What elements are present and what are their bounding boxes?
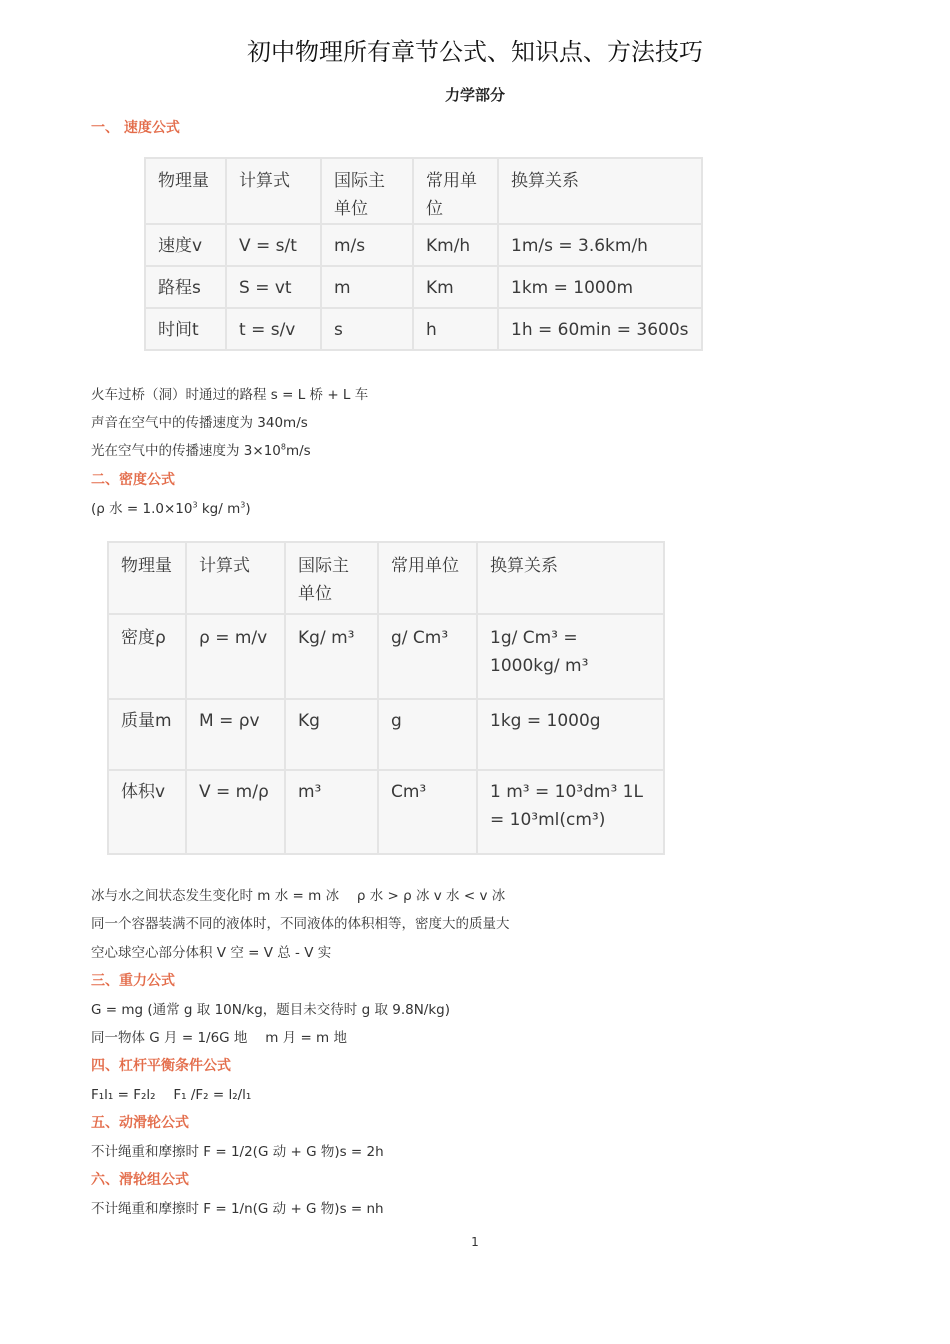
table-header-cell: 计算式	[186, 542, 285, 614]
note-same-container: 同一个容器装满不同的液体时，不同液体的体积相等，密度大的质量大	[91, 916, 510, 932]
table-cell: t = s/v	[226, 308, 321, 350]
table-row	[108, 699, 664, 770]
table-cell: g/ Cm³	[378, 614, 477, 699]
table-cell: Kg	[285, 699, 378, 770]
table-header-cell: 国际主单位	[285, 542, 378, 614]
table-cell: 1h = 60min = 3600s	[498, 308, 702, 350]
section-heading-lever: 四、杠杆平衡条件公式	[91, 1058, 231, 1074]
table-cell: 1 m³ = 10³dm³ 1L = 10³ml(cm³)	[477, 770, 664, 854]
section-heading-movable-pulley: 五、动滑轮公式	[91, 1115, 189, 1131]
table-cell: 1km = 1000m	[498, 266, 702, 308]
page-title: 初中物理所有章节公式、知识点、方法技巧	[247, 38, 703, 66]
table-header-cell: 换算关系	[498, 158, 702, 224]
table-cell: 密度ρ	[108, 614, 186, 699]
note-water-density-text: (ρ 水 = 1.0×10	[91, 501, 193, 517]
note-light-speed	[91, 439, 311, 459]
table-cell: ρ = m/v	[186, 614, 285, 699]
table-cell: Km	[413, 266, 498, 308]
table-cell: 速度v	[145, 224, 226, 266]
table-cell: 体积v	[108, 770, 186, 854]
section-heading-gravity: 三、重力公式	[91, 973, 175, 989]
page-subtitle: 力学部分	[444, 86, 505, 104]
note-water-density-unit: kg/ m	[197, 501, 241, 517]
table-header-cell: 常用单位	[378, 542, 477, 614]
note-light-speed-unit: m/s	[285, 443, 311, 459]
note-movable-pulley: 不计绳重和摩擦时 F = 1/2(G 动 + G 物)s = 2h	[91, 1144, 384, 1160]
note-moon-gravity: 同一物体 G 月 = 1/6G 地 m 月 = m 地	[91, 1030, 347, 1046]
note-sound-speed: 声音在空气中的传播速度为 340m/s	[91, 415, 308, 431]
table-cell: 质量m	[108, 699, 186, 770]
note-lever-formula: F₁l₁ = F₂l₂ F₁ /F₂ = l₂/l₁	[91, 1087, 252, 1103]
note-light-speed-text: 光在空气中的传播速度为 3×10	[91, 443, 281, 459]
table-cell: 1m/s = 3.6km/h	[498, 224, 702, 266]
table-cell: Km/h	[413, 224, 498, 266]
table-cell: V = m/ρ	[186, 770, 285, 854]
page-number: 1	[471, 1235, 479, 1249]
table-header-cell: 物理量	[108, 542, 186, 614]
table-cell: M = ρv	[186, 699, 285, 770]
superscript: 3	[240, 500, 246, 510]
table-cell: m³	[285, 770, 378, 854]
table-header-cell: 物理量	[145, 158, 226, 224]
table-cell: 1kg = 1000g	[477, 699, 664, 770]
note-water-density-close: )	[245, 501, 251, 517]
note-pulley-group: 不计绳重和摩擦时 F = 1/n(G 动 + G 物)s = nh	[91, 1201, 384, 1217]
table-row	[108, 614, 664, 699]
table-cell: m/s	[321, 224, 413, 266]
table-cell: 1g/ Cm³ = 1000kg/ m³	[477, 614, 664, 699]
table-cell: h	[413, 308, 498, 350]
table-row	[145, 266, 702, 308]
note-gravity-formula: G = mg (通常 g 取 10N/kg，题目未交待时 g 取 9.8N/kg)	[91, 1002, 451, 1018]
section-heading-pulley-group: 六、滑轮组公式	[91, 1172, 189, 1188]
table-cell: Kg/ m³	[285, 614, 378, 699]
density-table	[107, 541, 665, 855]
section-heading-speed: 一、 速度公式	[91, 120, 180, 136]
table-header-cell: 国际主单位	[321, 158, 413, 224]
table-cell: g	[378, 699, 477, 770]
table-cell: m	[321, 266, 413, 308]
table-cell: Cm³	[378, 770, 477, 854]
table-header-row	[145, 158, 702, 224]
table-cell: s	[321, 308, 413, 350]
table-cell: S = vt	[226, 266, 321, 308]
table-row	[145, 224, 702, 266]
note-water-density	[91, 497, 251, 517]
note-hollow-ball: 空心球空心部分体积 V 空 = V 总 - V 实	[91, 945, 332, 961]
table-header-row	[108, 542, 664, 614]
table-cell: 路程s	[145, 266, 226, 308]
table-header-cell: 常用单位	[413, 158, 498, 224]
note-train-bridge: 火车过桥（洞）时通过的路程 s = L 桥 + L 车	[91, 387, 369, 403]
table-header-cell: 计算式	[226, 158, 321, 224]
note-ice-water: 冰与水之间状态发生变化时 m 水 = m 冰 ρ 水 > ρ 冰 v 水 < v 冰	[91, 888, 506, 904]
table-header-cell: 换算关系	[477, 542, 664, 614]
superscript: 8	[280, 442, 286, 452]
table-cell: V = s/t	[226, 224, 321, 266]
superscript: 3	[192, 500, 198, 510]
section-heading-density: 二、密度公式	[91, 472, 175, 488]
table-cell: 时间t	[145, 308, 226, 350]
speed-table	[144, 157, 703, 351]
table-row	[108, 770, 664, 854]
table-row	[145, 308, 702, 350]
